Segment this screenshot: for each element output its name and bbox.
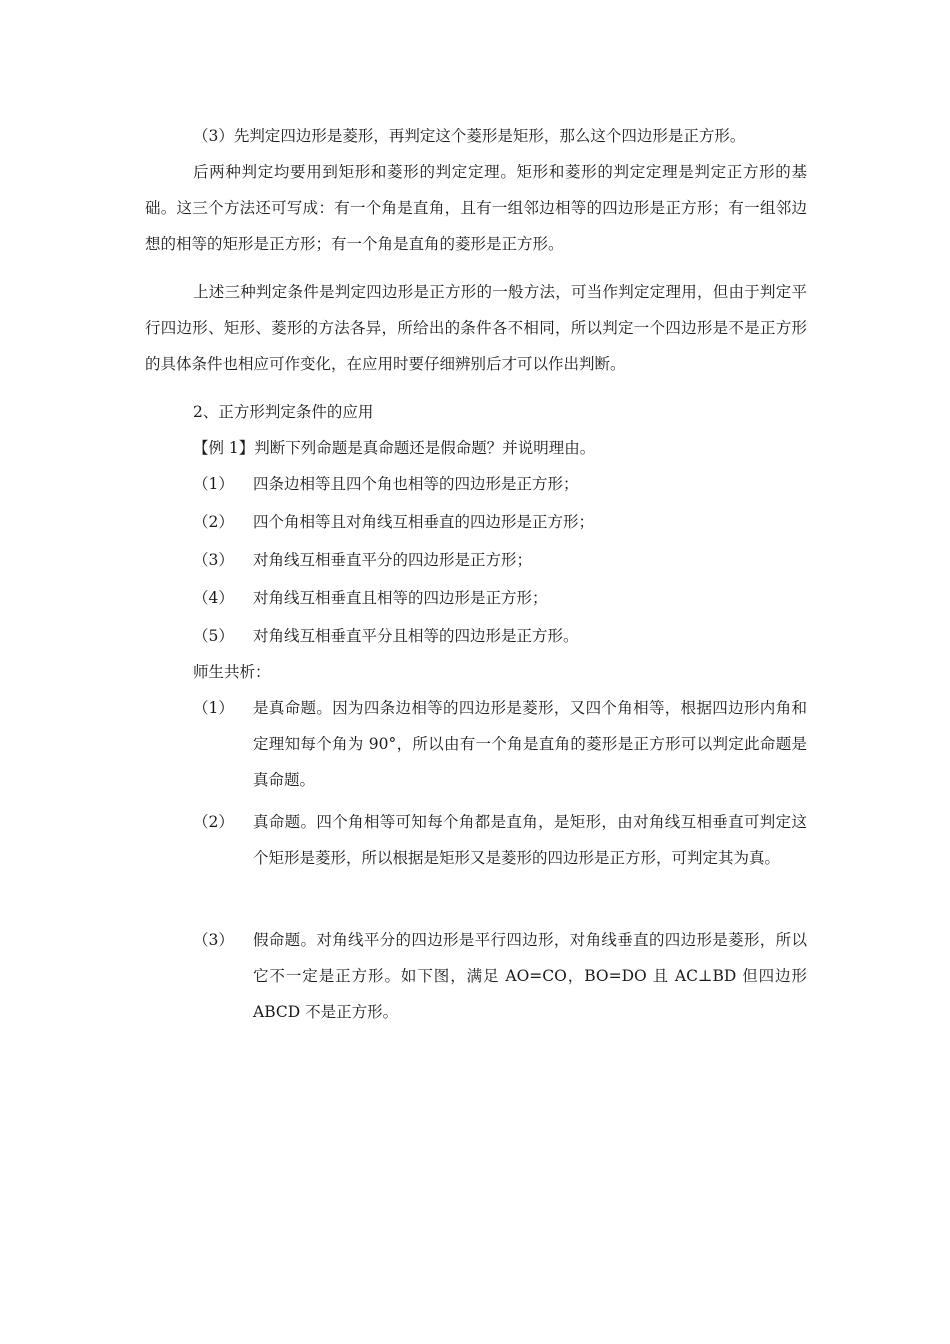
item-number: （3）	[193, 931, 234, 949]
answer-item	[193, 690, 807, 798]
proposition-item	[193, 466, 807, 502]
item-number: （5）	[193, 627, 234, 645]
answer-item	[193, 922, 807, 1030]
proposition-item	[193, 542, 807, 578]
item-text: 是真命题。因为四条边相等的四边形是菱形，又四个角相等，根据四边形内角和定理知每个角为 90°，所以由有一个角是直角的菱形是正方形可以判定此命题是真命题。	[253, 699, 807, 789]
item-number: （4）	[193, 589, 234, 607]
section-heading: 2、正方形判定条件的应用	[193, 403, 374, 421]
item-text: 四条边相等且四个角也相等的四边形是正方形；	[253, 475, 579, 493]
item-text: 真命题。四个角相等可知每个角都是直角，是矩形，由对角线互相垂直可判定这个矩形是菱形，所以根据是矩形又是菱形的四边形是正方形，可判定其为真。	[253, 813, 807, 867]
item-number: （3）	[193, 551, 234, 569]
item-text: 对角线互相垂直平分的四边形是正方形；	[253, 551, 533, 569]
item-text: 对角线互相垂直且相等的四边形是正方形；	[253, 589, 548, 607]
analysis-label: 师生共析：	[193, 663, 271, 681]
proposition-item	[193, 618, 807, 654]
answer-item	[193, 804, 807, 876]
item-number: （2）	[193, 513, 234, 531]
item-text: 四个角相等且对角线互相垂直的四边形是正方形；	[253, 513, 595, 531]
item-text: 假命题。对角线平分的四边形是平行四边形，对角线垂直的四边形是菱形，所以它不一定是正方形。如下图，满足 AO=CO，BO=DO 且 AC⊥BD 但四边形 ABCD 不是正方形。	[253, 931, 807, 1021]
example-title: 【例 1】判断下列命题是真命题还是假命题？并说明理由。	[193, 439, 596, 457]
proposition-item	[193, 504, 807, 540]
item-number: （1）	[193, 475, 234, 493]
proposition-item	[193, 580, 807, 616]
paragraph-general-method: 上述三种判定条件是判定四边形是正方形的一般方法，可当作判定定理用，但由于判定平行四边形、矩形、菱形的方法各异，所给出的条件各不相同，所以判定一个四边形是不是正方形的具体条件也相应可作变化，在应用时要仔细辨别后才可以作出判断。	[145, 283, 807, 373]
item-number: （2）	[193, 813, 234, 831]
paragraph-method-3: （3）先判定四边形是菱形，再判定这个菱形是矩形，那么这个四边形是正方形。	[193, 127, 746, 145]
item-text: 对角线互相垂直平分且相等的四边形是正方形。	[253, 627, 579, 645]
paragraph-theorem-basis: 后两种判定均要用到矩形和菱形的判定定理。矩形和菱形的判定定理是判定正方形的基础。这三个方法还可写成：有一个角是直角，且有一组邻边相等的四边形是正方形；有一组邻边想的相等的矩形是正方形；有一个角是直角的菱形是正方形。	[145, 163, 807, 253]
item-number: （1）	[193, 699, 234, 717]
